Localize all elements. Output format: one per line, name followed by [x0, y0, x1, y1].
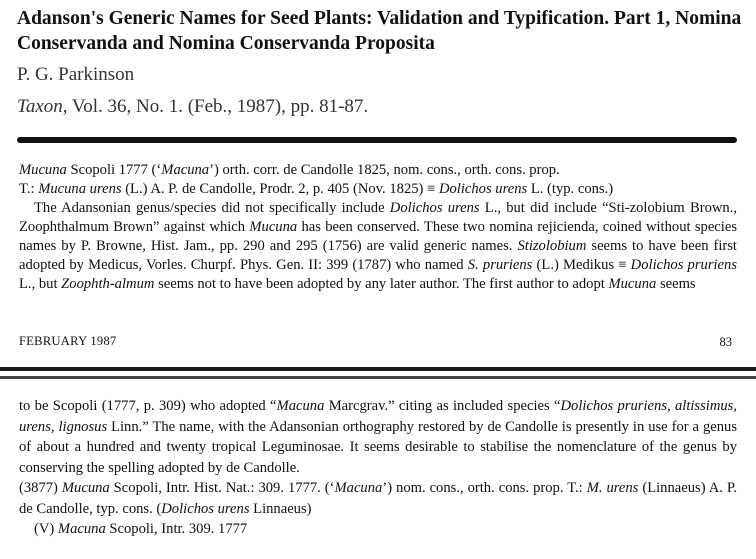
italic-run: Dolichos pruriens — [630, 257, 738, 273]
text-run: seems not to have been adopted by any later author. The first author to adopt — [154, 276, 609, 292]
italic-run: Dolichos pruriens, altissimus, urens, lignosus — [19, 398, 738, 435]
italic-run: Mucuna — [608, 276, 657, 292]
page-84-text — [19, 396, 737, 540]
text-run: (V) — [34, 521, 58, 537]
italic-run: Stizolobium — [517, 238, 587, 254]
continuation-paragraph — [19, 396, 737, 478]
italic-run: Dolichos urens — [389, 200, 480, 216]
italic-run: Mucuna — [249, 219, 298, 235]
italic-run: Mucuna — [61, 480, 110, 496]
text-run: has been conserved. These two nomina rejicienda, coined without species names by P. Browne, Hist. Jam., pp. 290 and 295 (1756) are valid generic names. — [19, 219, 737, 254]
text-run: Marcgrav.” citing as included species “ — [324, 398, 561, 414]
italic-run: Mucuna urens — [38, 181, 122, 197]
italic-run: M. urens — [586, 480, 639, 496]
text-run: ’) orth. corr. de Candolle 1825, nom. cons., orth. cons. prop. — [209, 162, 560, 178]
proposal-entry — [19, 478, 737, 519]
text-run: seems — [656, 276, 696, 292]
page-break-rule-secondary — [0, 376, 756, 379]
text-run: L., but did include “Sti-zolobium Brown., Zoophthalmum Brown” against which — [19, 200, 737, 235]
text-run: to be Scopoli (1777, p. 309) who adopted “ — [19, 398, 277, 414]
variant-entry — [19, 519, 737, 540]
text-run: (L.) A. P. de Candolle, Prodr. 2, p. 405 (Nov. 1825) ≡ — [121, 181, 439, 197]
text-run: Scopoli, Intr. Hist. Nat.: 309. 1777. (‘ — [109, 480, 335, 496]
text-run: seems to have been first adopted by Medicus, Vorles. Churpf. Phys. Gen. II: 399 (1787) who named — [19, 238, 737, 273]
text-run: The Adansonian genus/species did not specifically include — [34, 200, 390, 216]
text-run: L. (typ. cons.) — [527, 181, 614, 197]
text-run: Scopoli 1777 (‘ — [66, 162, 162, 178]
discussion-paragraph — [19, 199, 737, 294]
italic-run: Mucuna — [19, 162, 67, 178]
text-run: (L.) Medikus ≡ — [532, 257, 631, 273]
text-run: Linnaeus) — [249, 500, 312, 517]
italic-run: Dolichos urens — [438, 181, 528, 197]
italic-run: S. pruriens — [467, 257, 533, 273]
journal-name: Taxon — [17, 96, 63, 117]
text-run: Linn.” The name, with the Adansonian orthography restored by de Candolle is presently in use for a genus of about a hundred and twenty tropical Leguminosae. It seems desirable to stabilise the nomenclature of the genus by conserving the spelling adopted by de Candolle. — [19, 418, 738, 476]
header-rule — [17, 137, 737, 143]
italic-run: Macuna — [276, 398, 325, 414]
italic-run: Macuna — [334, 480, 383, 496]
text-run: L., but — [19, 276, 62, 292]
italic-run: Zoophth-almum — [61, 276, 155, 292]
article-citation — [17, 95, 368, 119]
text-run: ’) nom. cons., orth. cons. prop. T.: — [382, 480, 587, 496]
page-break-rule — [0, 367, 756, 371]
italic-run: Macuna — [57, 521, 106, 537]
article-title: Adanson's Generic Names for Seed Plants: Validation and Typification. Part 1, Nomina Conservanda and Nomina Conservanda Proposita — [17, 8, 742, 54]
page-83-text — [19, 161, 737, 294]
citation-details: , Vol. 36, No. 1. (Feb., 1987), pp. 81-87. — [62, 96, 369, 117]
italic-run: Dolichos urens — [161, 500, 250, 517]
italic-run: Macuna — [161, 162, 210, 178]
text-run: (Linnaeus) A. P. de Candolle, typ. cons. ( — [19, 480, 738, 517]
page-number: 83 — [719, 335, 732, 349]
genus-heading-line — [19, 161, 737, 180]
text-run: Scopoli, Intr. 309. 1777 — [105, 521, 248, 537]
text-run: (3877) — [19, 480, 62, 496]
page-footer-date: FEBRUARY 1987 — [19, 334, 117, 348]
article-author: P. G. Parkinson — [17, 64, 135, 85]
text-run: T.: — [19, 181, 39, 197]
type-line — [19, 180, 737, 199]
